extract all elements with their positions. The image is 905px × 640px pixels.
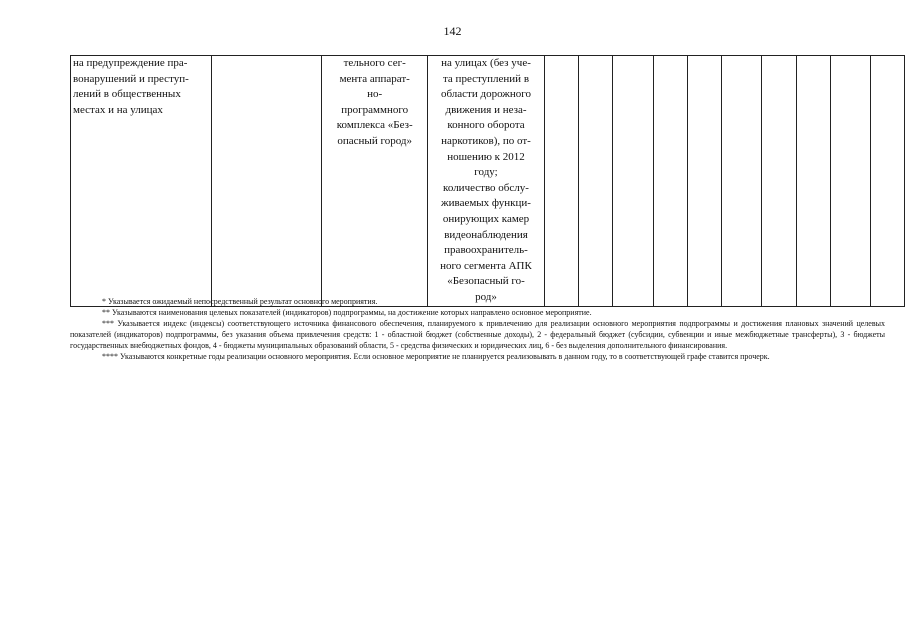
table-cell-empty <box>688 56 722 307</box>
expected-result-text: тельного сег- мента аппарат- но- программного комплекса «Без- опасный город» <box>336 57 413 147</box>
table-cell-empty <box>830 56 871 307</box>
footnote-3: *** Указывается индекс (индексы) соответствующего источника финансового обеспечения, планируемого к привлечению для реализации основного мероприятия подпрограммы и достижения плановых значений целевых показателей (индикаторов) подпрограммы, без указания объема привлечения средств: 1 - областной бюджет (собственные доходы), 2 - федеральный бюджет (субсидии, субвенции и иные межбюджетные трансферты), 3 - бюджеты государственных внебюджетных фондов, 4 - бюджеты муниципальных образований области, 5 - средства физических и юридических лиц, 6 - без выделения дополнительного финансирования. <box>70 319 885 350</box>
table-cell-empty <box>579 56 613 307</box>
table-cell-measure <box>71 56 212 307</box>
table-cell-empty <box>653 56 687 307</box>
measure-name-text: на предупреждение пра- вонарушений и преступ- лений в общественных местах и на улицах <box>73 57 189 116</box>
table-cell-empty <box>871 56 905 307</box>
table-cell-empty <box>544 56 578 307</box>
footnote-2: ** Указываются наименования целевых показателей (индикаторов) подпрограммы, на достижение которых направлено основное мероприятие. <box>102 308 592 317</box>
footnote-4: **** Указываются конкретные годы реализации основного мероприятия. Если основное мероприятие не планируется реализовывать в данном году, то в соответствующей графе ставится прочерк. <box>102 352 770 361</box>
table-cell-empty <box>796 56 830 307</box>
table-cell-result <box>322 56 428 307</box>
footnotes <box>70 296 885 362</box>
page-number: 142 <box>443 24 462 38</box>
measures-table <box>70 55 905 307</box>
table-cell-indicators <box>428 56 545 307</box>
table-row <box>71 56 905 307</box>
footnote-1: * Указывается ожидаемый непосредственный результат основного мероприятия. <box>102 297 378 306</box>
table-cell-empty <box>721 56 762 307</box>
table-cell-executor <box>211 56 321 307</box>
indicators-text: на улицах (без уче- та преступлений в области дорожного движения и неза- конного оборота наркотиков), по от- ношению к 2012 году; количество обслу- живаемых функци- онирующих камер видеонаблюдения правоохранитель- ного сегмента АПК «Безопасный го- род» <box>440 57 532 303</box>
table-cell-empty <box>612 56 653 307</box>
table-cell-empty <box>762 56 796 307</box>
